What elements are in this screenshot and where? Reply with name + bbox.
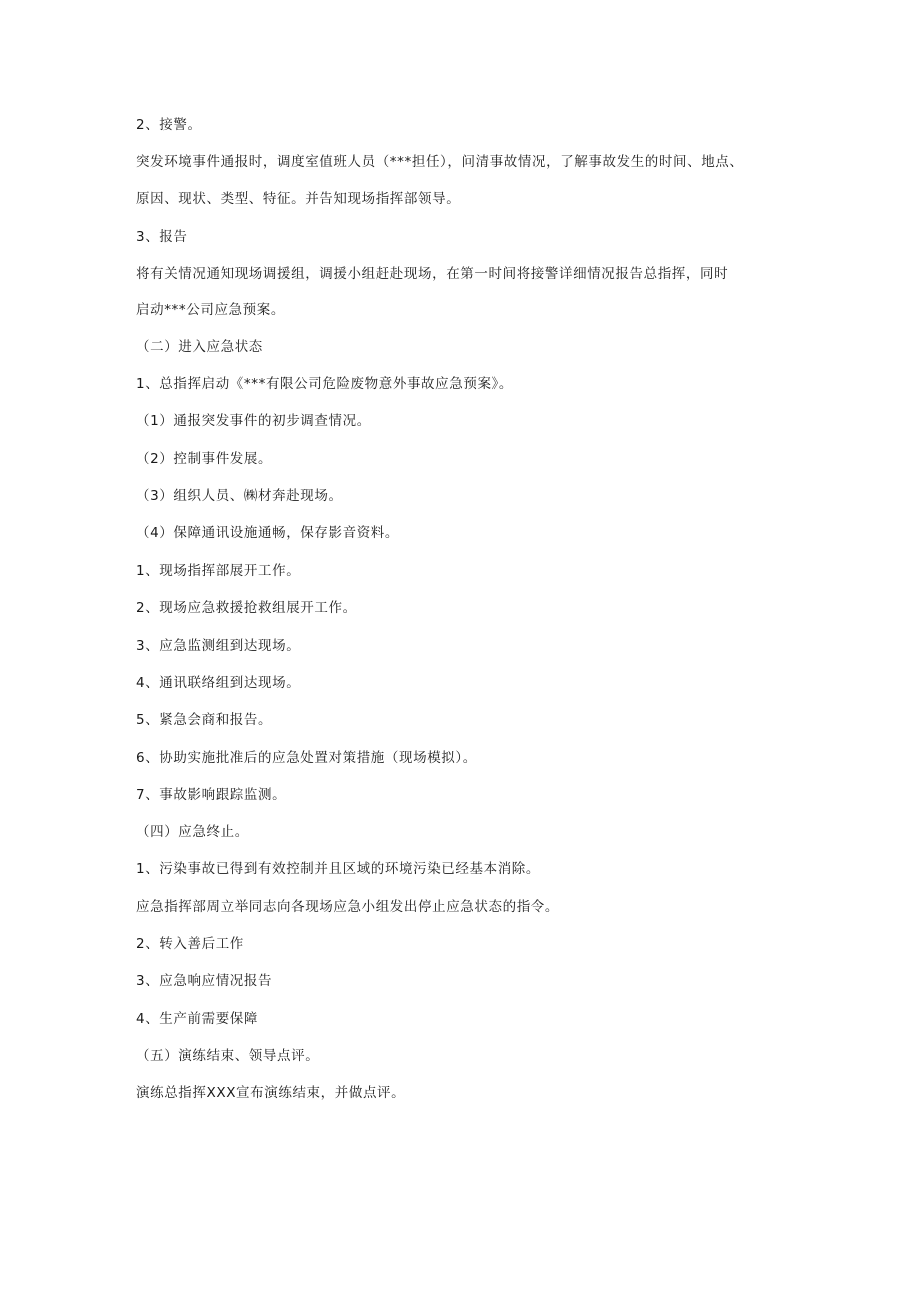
text-line: 2、接警。	[136, 117, 202, 133]
text-line: 1、现场指挥部展开工作。	[136, 563, 301, 579]
text-line: （3）组织人员、㈱材奔赴现场。	[136, 488, 343, 504]
text-line: 应急指挥部周立举同志向各现场应急小组发出停止应急状态的指令。	[136, 899, 559, 915]
section-heading: （五）演练结束、领导点评。	[136, 1048, 320, 1064]
section-heading: （四）应急终止。	[136, 824, 249, 840]
text-line: （4）保障通讯设施通畅，保存影音资料。	[136, 525, 399, 541]
text-line: 1、总指挥启动《***有限公司危险废物意外事故应急预案》。	[136, 376, 513, 392]
text-line: 4、通讯联络组到达现场。	[136, 675, 301, 691]
text-line: 2、现场应急救援抢救组展开工作。	[136, 600, 357, 616]
text-line: 原因、现状、类型、特征。并告知现场指挥部领导。	[136, 191, 461, 207]
text-line: （2）控制事件发展。	[136, 451, 273, 467]
text-line: 7、事故影响跟踪监测。	[136, 787, 287, 803]
text-line: 启动***公司应急预案。	[136, 302, 285, 318]
text-line: 3、应急监测组到达现场。	[136, 638, 301, 654]
text-line: 6、协助实施批准后的应急处置对策措施（现场模拟）。	[136, 750, 477, 766]
text-line: 3、报告	[136, 229, 188, 245]
text-line: 1、污染事故已得到有效控制并且区域的环境污染已经基本消除。	[136, 861, 540, 877]
text-line: 2、转入善后工作	[136, 936, 244, 952]
section-heading: （二）进入应急状态	[136, 339, 263, 355]
text-line: （1）通报突发事件的初步调查情况。	[136, 413, 371, 429]
text-line: 演练总指挥XXX宣布演练结束，并做点评。	[136, 1085, 406, 1101]
text-line: 将有关情况通知现场调援组，调援小组赶赴现场，在第一时间将接警详细情况报告总指挥，同时	[136, 266, 729, 282]
text-line: 3、应急响应情况报告	[136, 973, 273, 989]
text-line: 突发环境事件通报时，调度室值班人员（***担任），问清事故情况，了解事故发生的时间、地点、	[136, 154, 744, 170]
text-line: 4、生产前需要保障	[136, 1011, 258, 1027]
text-line: 5、紧急会商和报告。	[136, 712, 273, 728]
